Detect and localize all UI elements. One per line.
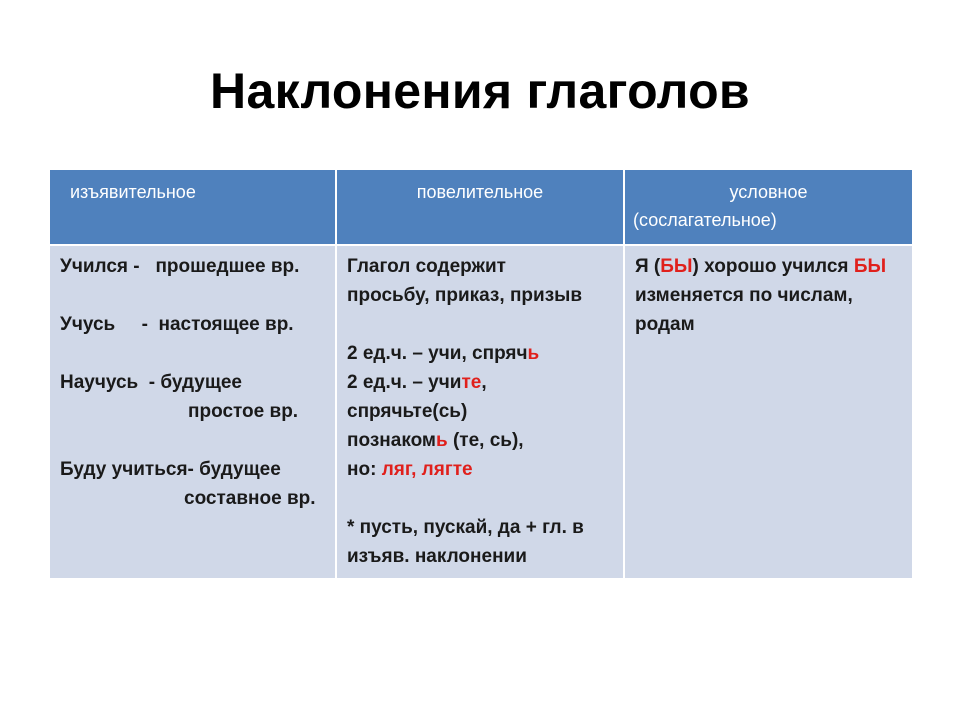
highlight-ending: ь: [436, 430, 448, 451]
header-indicative: изъявительное: [49, 169, 336, 245]
header-conditional-line1: условное: [729, 182, 808, 202]
imperative-desc-2: просьбу, приказ, призыв: [347, 285, 583, 306]
imperative-desc-1: Глагол содержит: [347, 256, 506, 277]
imperative-note-2: изъяв. наклонении: [347, 546, 527, 567]
imperative-example-1: 2 ед.ч. – учи, спрячь: [347, 343, 540, 364]
imperative-example-4: познакомь (те, сь),: [347, 430, 524, 451]
header-conditional: [624, 169, 913, 245]
highlight-particle: БЫ: [853, 256, 887, 277]
imperative-example-2: 2 ед.ч. – учите,: [347, 372, 487, 393]
imperative-example-3: спрячьте(сь): [347, 401, 468, 422]
table-header-row: [49, 169, 913, 245]
conditional-example: Я (БЫ) хорошо учился БЫ: [635, 256, 887, 277]
header-conditional-line2: (сослагательное): [633, 210, 777, 230]
highlight-ending: ь: [527, 343, 540, 364]
indicative-past: Учился - прошедшее вр.: [60, 256, 300, 277]
cell-imperative: [336, 245, 624, 579]
indicative-future-compound-note: составное вр.: [184, 488, 316, 509]
highlight-ending: те: [461, 372, 482, 393]
indicative-present: Учусь - настоящее вр.: [60, 314, 294, 335]
indicative-future-compound: Буду учиться- будущее: [60, 459, 281, 480]
cell-indicative: [49, 245, 336, 579]
indicative-future-simple-note: простое вр.: [188, 401, 299, 422]
conditional-desc-1: изменяется по числам,: [635, 285, 853, 306]
highlight-particle: БЫ: [660, 256, 693, 277]
imperative-note-1: * пусть, пускай, да + гл. в: [347, 517, 584, 538]
moods-table: [48, 168, 914, 580]
indicative-future-simple: Научусь - будущее: [60, 372, 242, 393]
imperative-exception: но: ляг, лягте: [347, 459, 473, 480]
header-imperative: повелительное: [336, 169, 624, 245]
conditional-desc-2: родам: [635, 314, 695, 335]
table-row: [49, 245, 913, 579]
cell-conditional: [624, 245, 913, 579]
page-title: Наклонения глаголов: [210, 63, 750, 119]
highlight-exception: ляг, лягте: [381, 459, 473, 480]
